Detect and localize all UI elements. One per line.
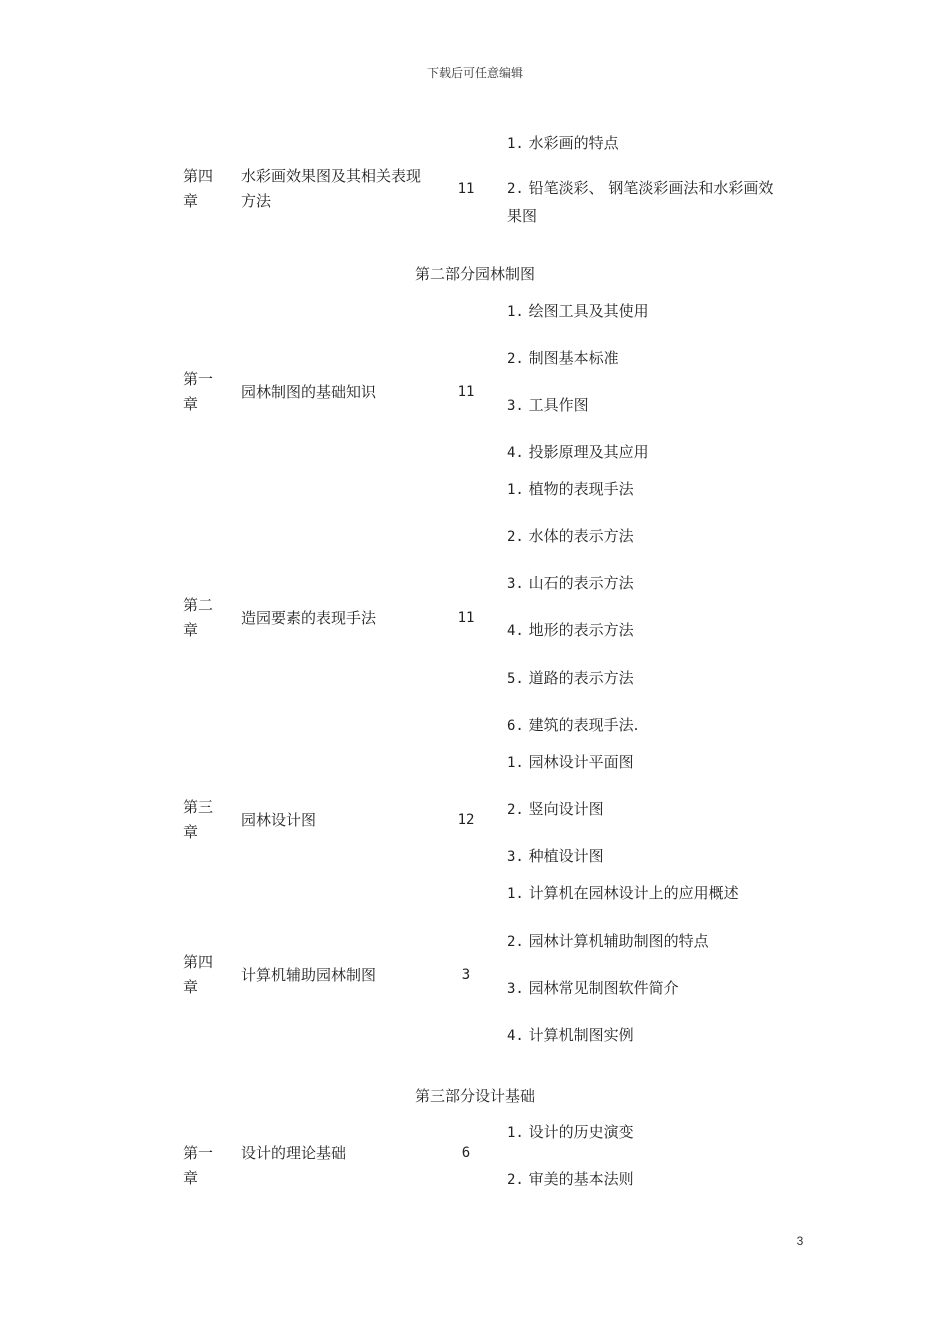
topic-item [507, 926, 787, 957]
topic-number: 4. [507, 1028, 524, 1044]
topic-text: 种植设计图 [528, 847, 604, 865]
topic-number: 2. [507, 529, 524, 545]
topic-item [507, 710, 787, 741]
topic-item [507, 973, 787, 1004]
topic-text: 竖向设计图 [528, 800, 604, 818]
topic-text: 计算机在园林设计上的应用概述 [528, 884, 739, 902]
topic-text: 制图基本标准 [528, 349, 619, 367]
topic-item [507, 878, 787, 909]
topic-text: 水体的表示方法 [528, 527, 634, 545]
topic-item [507, 1117, 787, 1148]
topic-number: 1. [507, 755, 524, 771]
topic-number: 3. [507, 849, 524, 865]
topic-item [507, 343, 787, 374]
topic-text: 植物的表现手法 [528, 480, 634, 498]
chapter-hours: 11 [457, 384, 475, 400]
topic-item [507, 521, 787, 552]
topic-item [507, 1020, 787, 1051]
chapter-label: 第四章 [183, 167, 214, 210]
chapter-hours: 11 [457, 610, 475, 626]
section-title: 第二部分园林制图 [414, 265, 535, 283]
topic-number: 1. [507, 136, 524, 152]
topic-number: 6. [507, 718, 524, 734]
topic-item [507, 296, 787, 327]
topic-number: 2. [507, 934, 524, 950]
topic-number: 4. [507, 445, 524, 461]
topic-text: 园林计算机辅助制图的特点 [528, 932, 709, 950]
chapter-hours: 6 [461, 1145, 471, 1161]
topic-item [507, 474, 787, 505]
topic-number: 1. [507, 482, 524, 498]
page-header: 下载后可任意编辑 [426, 66, 523, 80]
chapter-hours: 11 [457, 181, 475, 197]
topic-text: 道路的表示方法 [528, 669, 634, 687]
topic-item [507, 663, 787, 694]
topic-text: 工具作图 [528, 396, 589, 414]
page-number: 3 [796, 1234, 804, 1248]
chapter-label: 第二章 [183, 596, 214, 639]
topic-text: 地形的表示方法 [528, 621, 634, 639]
topic-item [507, 437, 787, 468]
topic-item [507, 747, 787, 778]
topic-item [507, 841, 787, 872]
topic-item [507, 568, 787, 599]
chapter-label: 第一章 [183, 1144, 214, 1187]
chapter-label: 第三章 [183, 798, 214, 841]
chapter-title: 设计的理论基础 [241, 1144, 347, 1162]
chapter-title: 计算机辅助园林制图 [241, 966, 377, 984]
topic-number: 2. [507, 181, 524, 197]
topic-number: 5. [507, 671, 524, 687]
chapter-title: 园林制图的基础知识 [241, 383, 377, 401]
topic-number: 2. [507, 351, 524, 367]
topic-text: 审美的基本法则 [528, 1170, 634, 1188]
topic-text: 设计的历史演变 [528, 1123, 634, 1141]
section-title: 第三部分设计基础 [414, 1087, 535, 1105]
topic-number: 3. [507, 398, 524, 414]
chapter-title: 园林设计图 [241, 811, 317, 829]
topic-text: 园林设计平面图 [528, 753, 634, 771]
chapter-title: 造园要素的表现手法 [241, 609, 377, 627]
topic-text: 计算机制图实例 [528, 1026, 634, 1044]
topic-item [507, 1164, 787, 1195]
topic-text: 山石的表示方法 [528, 574, 634, 592]
topic-number: 1. [507, 1125, 524, 1141]
topic-text: 投影原理及其应用 [528, 443, 649, 461]
topic-item [507, 615, 787, 646]
topic-text: 水彩画的特点 [528, 134, 619, 152]
topic-number: 2. [507, 802, 524, 818]
chapter-hours: 3 [461, 967, 471, 983]
topic-item [507, 390, 787, 421]
topic-text: 绘图工具及其使用 [528, 302, 649, 320]
topic-number: 2. [507, 1172, 524, 1188]
topic-text: 建筑的表现手法. [528, 716, 639, 734]
topic-number: 1. [507, 886, 524, 902]
chapter-label: 第一章 [183, 370, 214, 413]
chapter-label: 第四章 [183, 953, 214, 996]
topic-text: 铅笔淡彩、 钢笔淡彩画法和水彩画效果图 [507, 179, 774, 225]
topic-item [507, 794, 787, 825]
topic-item [507, 128, 787, 159]
topic-number: 4. [507, 623, 524, 639]
chapter-hours: 12 [457, 812, 475, 828]
topic-number: 1. [507, 304, 524, 320]
chapter-title: 水彩画效果图及其相关表现方法 [241, 167, 422, 210]
topic-number: 3. [507, 576, 524, 592]
topic-item [507, 175, 787, 230]
topic-text: 园林常见制图软件简介 [528, 979, 679, 997]
topic-number: 3. [507, 981, 524, 997]
